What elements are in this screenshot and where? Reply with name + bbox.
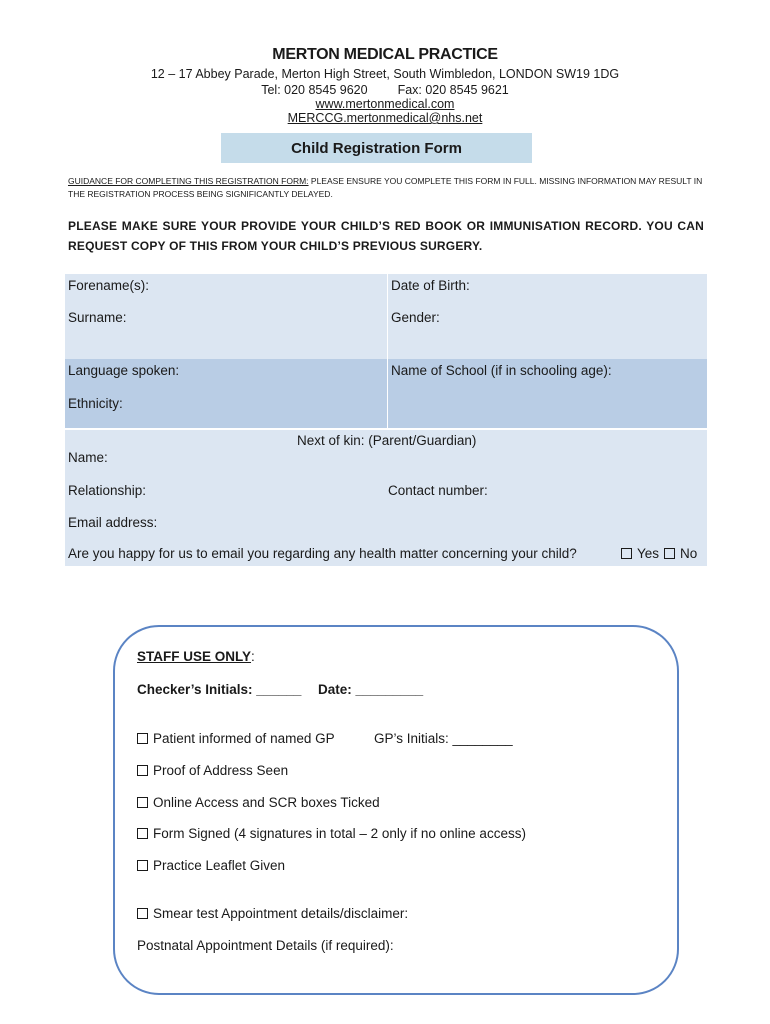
online-access-label: Online Access and SCR boxes Ticked	[153, 795, 380, 810]
gender-field[interactable]: Gender:	[391, 310, 440, 325]
consent-no-option[interactable]	[664, 546, 697, 561]
form-signed-label: Form Signed (4 signatures in total – 2 only if no online access)	[153, 826, 526, 841]
consent-no-checkbox[interactable]	[664, 548, 675, 559]
smear-test-checkbox[interactable]	[137, 908, 148, 919]
kin-email-field[interactable]: Email address:	[68, 515, 158, 530]
next-of-kin-panel	[65, 430, 707, 566]
practice-name: MERTON MEDICAL PRACTICE	[272, 46, 498, 63]
staff-heading-colon: :	[251, 649, 255, 664]
form-title: Child Registration Form	[291, 139, 462, 157]
form-signed-item[interactable]	[137, 826, 526, 841]
guidance-label: GUIDANCE FOR COMPLETING THIS REGISTRATION FORM:	[68, 176, 309, 186]
staff-use-box	[113, 625, 679, 995]
practice-tel: Tel: 020 8545 9620	[261, 83, 368, 97]
red-book-notice: PLEASE MAKE SURE YOUR PROVIDE YOUR CHILD’S RED BOOK OR IMMUNISATION RECORD. YOU CAN REQUEST COPY OF THIS FROM YOUR CHILD’S PREVIOUS SURGERY.	[68, 219, 704, 253]
proof-address-label: Proof of Address Seen	[153, 763, 289, 778]
checker-initials-field[interactable]: Checker’s Initials: ______	[137, 682, 302, 697]
practice-email-link[interactable]: MERCCG.mertonmedical@nhs.net	[287, 111, 483, 125]
email-consent-question: Are you happy for us to email you regarding any health matter concerning your child?	[68, 546, 577, 561]
smear-test-label: Smear test Appointment details/disclaimer:	[153, 906, 409, 921]
kin-name-field[interactable]: Name:	[68, 450, 108, 465]
ethnicity-field[interactable]: Ethnicity:	[68, 396, 123, 411]
gp-initials-field[interactable]: GP’s Initials: ________	[374, 731, 513, 746]
postnatal-field[interactable]: Postnatal Appointment Details (if required):	[137, 938, 394, 953]
online-access-item[interactable]	[137, 795, 380, 810]
online-access-checkbox[interactable]	[137, 797, 148, 808]
consent-yes-label: Yes	[637, 546, 660, 561]
practice-fax: Fax: 020 8545 9621	[397, 83, 509, 97]
kin-relationship-field[interactable]: Relationship:	[68, 483, 147, 498]
school-name-field[interactable]: Name of School (if in schooling age):	[391, 363, 612, 378]
staff-date-field[interactable]: Date: _________	[318, 682, 424, 697]
language-field[interactable]: Language spoken:	[68, 363, 180, 378]
practice-website-link[interactable]: www.mertonmedical.com	[315, 97, 455, 111]
kin-contact-number-field[interactable]: Contact number:	[388, 483, 488, 498]
date-of-birth-field[interactable]: Date of Birth:	[391, 278, 470, 293]
form-title-box	[221, 133, 532, 163]
staff-heading	[137, 649, 255, 664]
next-of-kin-heading: Next of kin: (Parent/Guardian)	[297, 433, 477, 448]
consent-no-label: No	[680, 546, 698, 561]
leaflet-item[interactable]	[137, 858, 285, 873]
language-panel	[65, 359, 707, 428]
surname-field[interactable]: Surname:	[68, 310, 127, 325]
staff-heading-text: STAFF USE ONLY	[137, 649, 252, 664]
forename-field[interactable]: Forename(s):	[68, 278, 150, 293]
smear-test-item[interactable]	[137, 906, 408, 921]
informed-gp-label: Patient informed of named GP	[153, 731, 335, 746]
leaflet-checkbox[interactable]	[137, 860, 148, 871]
leaflet-label: Practice Leaflet Given	[153, 858, 286, 873]
informed-gp-checkbox[interactable]	[137, 733, 148, 744]
guidance-body: PLEASE ENSURE YOU COMPLETE THIS FORM IN FULL. MISSING INFORMATION MAY RESULT IN THE REGISTRATION PROCESS BEING SIGNIFICANTLY DELAYED.	[68, 176, 703, 199]
child-details-panel	[65, 274, 707, 359]
form-signed-checkbox[interactable]	[137, 828, 148, 839]
proof-address-item[interactable]	[137, 763, 288, 778]
practice-address: 12 – 17 Abbey Parade, Merton High Street, South Wimbledon, LONDON SW19 1DG	[150, 67, 620, 81]
informed-gp-item[interactable]	[137, 731, 335, 746]
consent-yes-option[interactable]	[621, 546, 659, 561]
consent-yes-checkbox[interactable]	[621, 548, 632, 559]
proof-address-checkbox[interactable]	[137, 765, 148, 776]
guidance-text	[68, 175, 708, 201]
